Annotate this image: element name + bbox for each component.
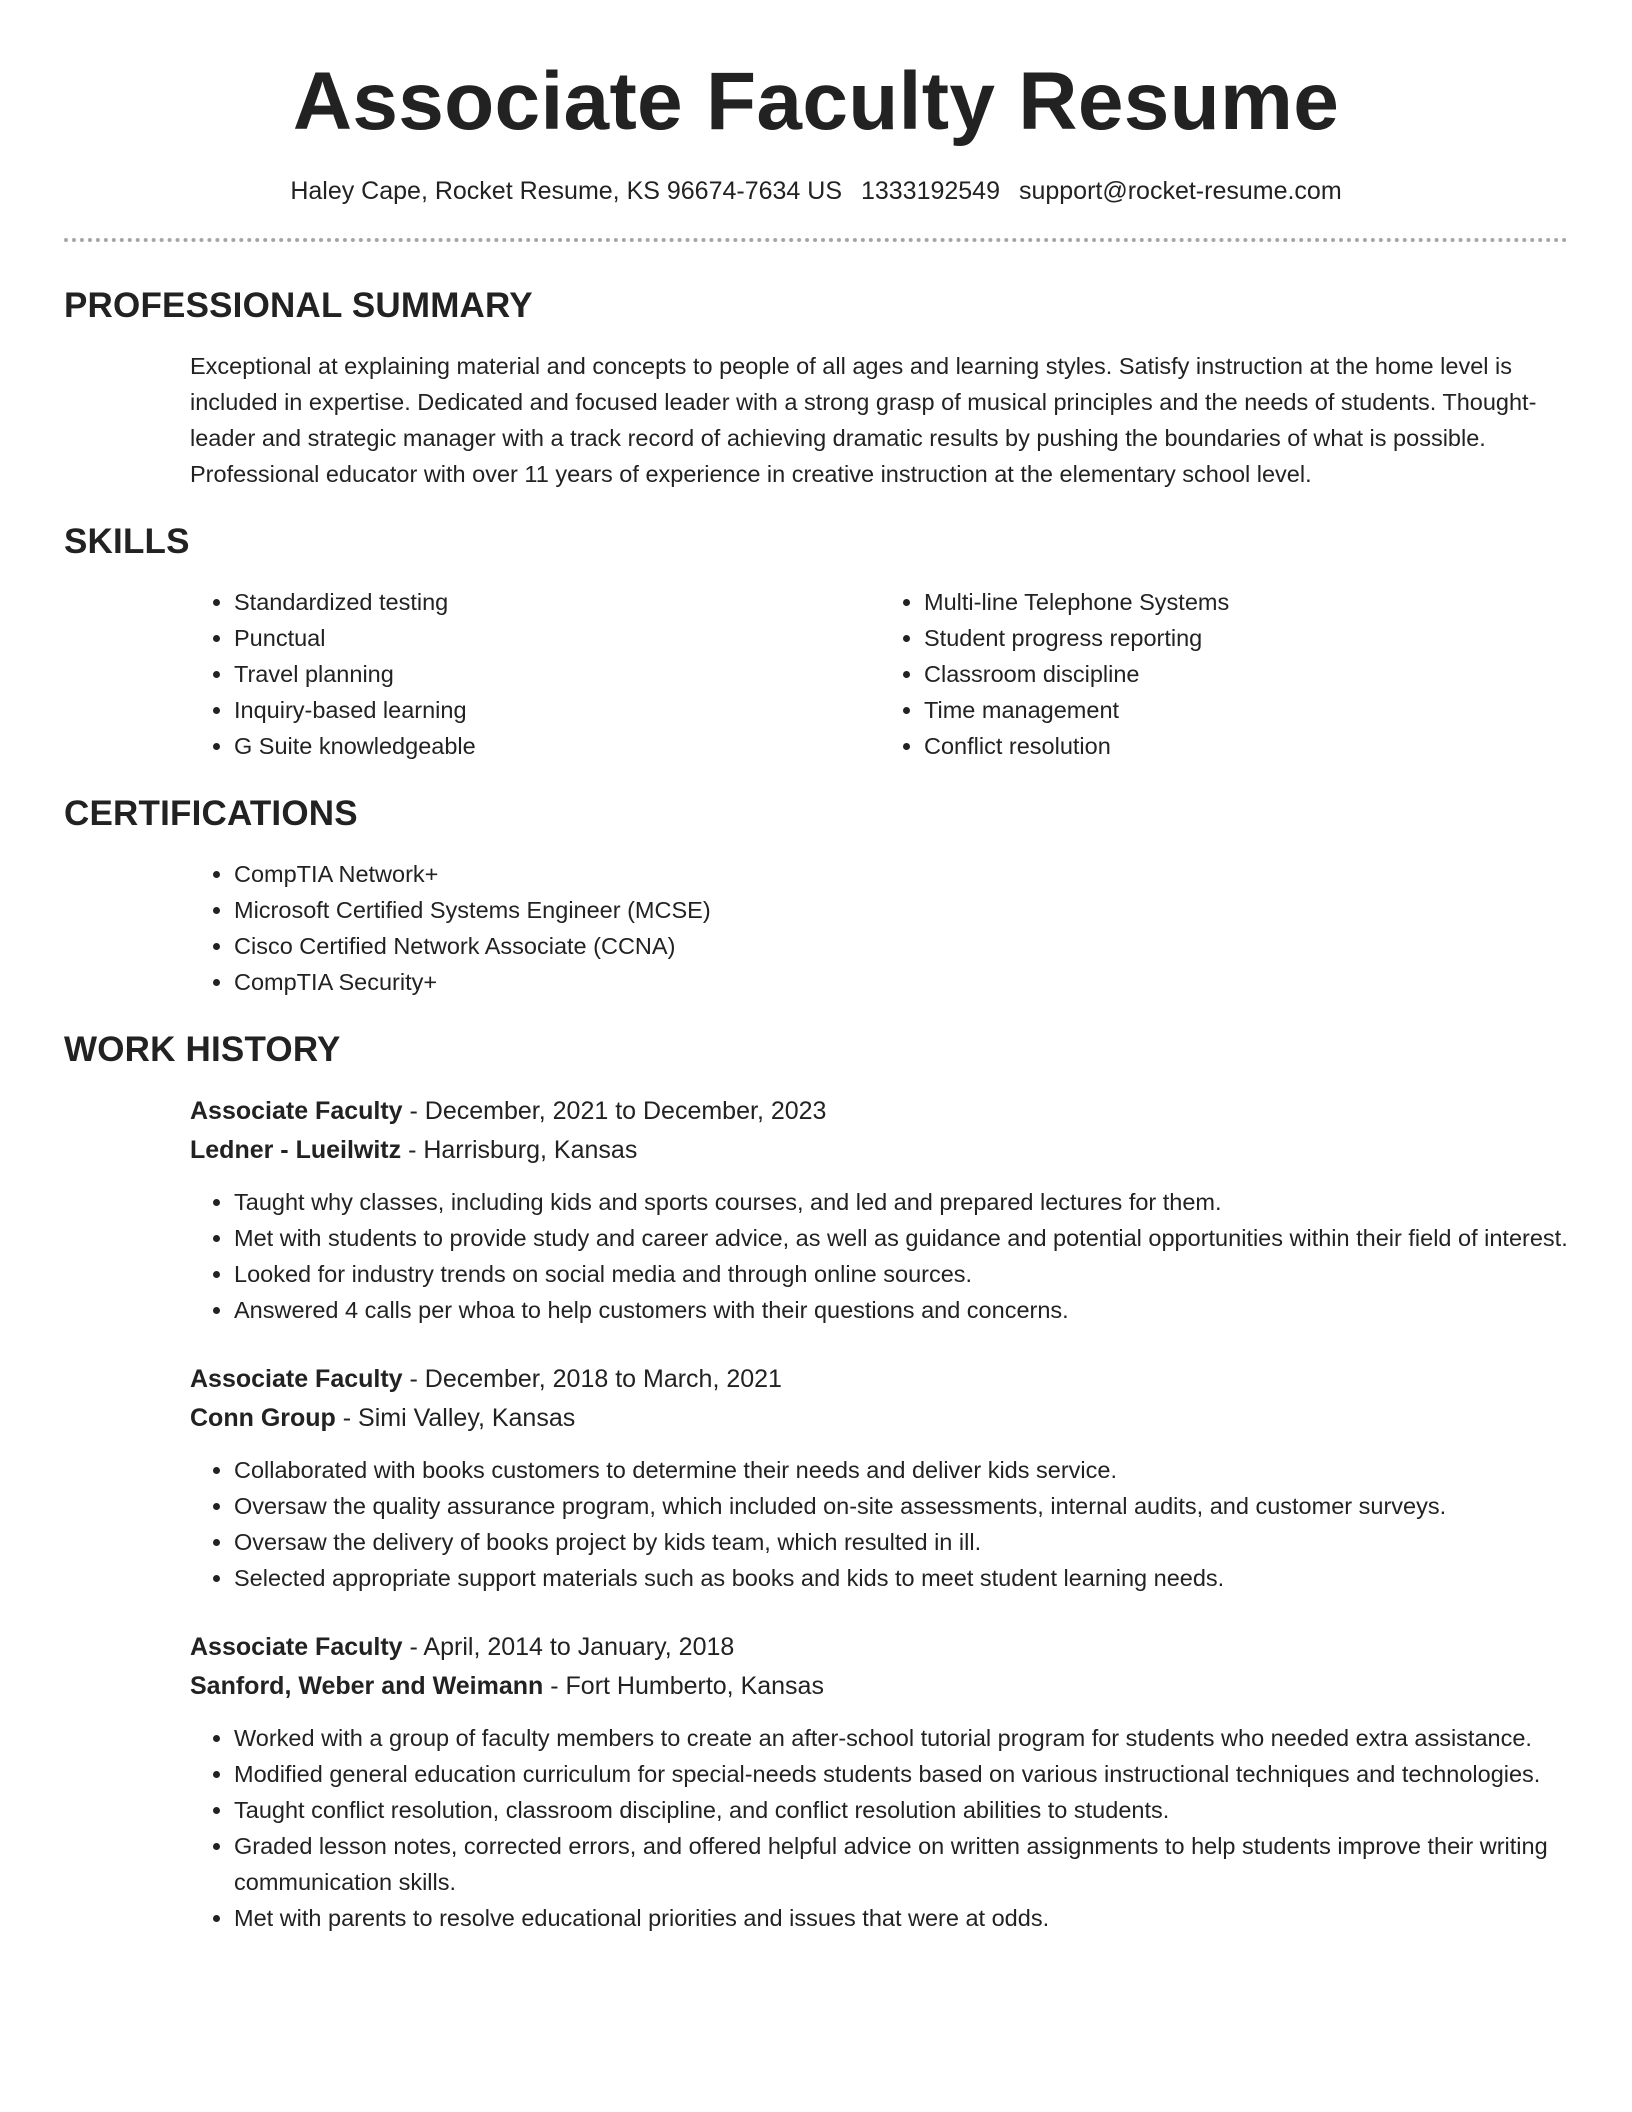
job-bullet: • Taught why classes, including kids and sports courses, and led and prepared lectures for them. <box>234 1184 1570 1220</box>
job-title-line <box>190 1628 1570 1667</box>
job-bullet: • Modified general education curriculum for special-needs students based on various instructional techniques and technologies. <box>234 1756 1570 1792</box>
certifications-heading: CERTIFICATIONS <box>64 794 358 833</box>
job-role: Associate Faculty <box>190 1633 403 1661</box>
job-entry <box>190 1092 1570 1328</box>
job-bullet: • Oversaw the quality assurance program, which included on-site assessments, internal audits, and customer surveys. <box>234 1488 1570 1524</box>
job-entry <box>190 1628 1570 1936</box>
job-role: Associate Faculty <box>190 1097 403 1125</box>
job-company-line <box>190 1399 1570 1438</box>
job-bullet: • Met with parents to resolve educational priorities and issues that were at odds. <box>234 1900 1570 1936</box>
job-dates: - April, 2014 to January, 2018 <box>402 1633 735 1661</box>
summary-heading: PROFESSIONAL SUMMARY <box>64 286 533 325</box>
job-bullet: • Oversaw the delivery of books project by kids team, which resulted in ill. <box>234 1524 1570 1560</box>
job-bullet: • Graded lesson notes, corrected errors, and offered helpful advice on written assignments to help students improve their writing communication skills. <box>234 1828 1570 1900</box>
job-location: - Fort Humberto, Kansas <box>543 1672 824 1700</box>
job-company-line <box>190 1131 1570 1170</box>
skill-item: • Classroom discipline <box>924 656 1570 692</box>
header-divider <box>64 238 1568 242</box>
contact-phone: 1333192549 <box>860 177 1000 205</box>
job-bullet: • Looked for industry trends on social media and through online sources. <box>234 1256 1570 1292</box>
job-bullet: • Worked with a group of faculty members to create an after-school tutorial program for students who needed extra assistance. <box>234 1720 1570 1756</box>
job-entry <box>190 1360 1570 1596</box>
skill-item: • Standardized testing <box>234 584 880 620</box>
certification-item: • Cisco Certified Network Associate (CCNA) <box>234 928 1570 964</box>
contact-address: Haley Cape, Rocket Resume, KS 96674-7634 US <box>290 177 842 205</box>
job-company-line <box>190 1667 1570 1706</box>
job-bullet: • Collaborated with books customers to determine their needs and deliver kids service. <box>234 1452 1570 1488</box>
certifications-list <box>190 856 1570 1000</box>
job-bullet: • Answered 4 calls per whoa to help customers with their questions and concerns. <box>234 1292 1570 1328</box>
job-bullets <box>190 1184 1570 1328</box>
skill-item: • Travel planning <box>234 656 880 692</box>
job-bullet: • Selected appropriate support materials such as books and kids to meet student learning needs. <box>234 1560 1570 1596</box>
certification-item: • CompTIA Network+ <box>234 856 1570 892</box>
job-bullets <box>190 1452 1570 1596</box>
job-role: Associate Faculty <box>190 1365 403 1393</box>
job-company: Conn Group <box>190 1404 336 1432</box>
contact-email: support@rocket-resume.com <box>1018 177 1342 205</box>
skills-column-left <box>190 584 880 764</box>
skill-item: • Multi-line Telephone Systems <box>924 584 1570 620</box>
job-company: Sanford, Weber and Weimann <box>190 1672 544 1700</box>
skills-column-right <box>880 584 1570 764</box>
certification-item: • Microsoft Certified Systems Engineer (MCSE) <box>234 892 1570 928</box>
job-dates: - December, 2021 to December, 2023 <box>402 1097 827 1125</box>
job-bullets <box>190 1720 1570 1936</box>
skill-item: • Conflict resolution <box>924 728 1570 764</box>
job-bullet: • Met with students to provide study and career advice, as well as guidance and potential opportunities within their field of interest. <box>234 1220 1570 1256</box>
job-location: - Simi Valley, Kansas <box>335 1404 576 1432</box>
summary-text: Exceptional at explaining material and concepts to people of all ages and learning styles. Satisfy instruction at the home level is included in expertise. Dedicated and focused leader with a strong grasp of musical principles and the needs of students. Thought-leader and strategic manager with a track record of achieving dramatic results by pushing the boundaries of what is possible. Professional educator with over 11 years of experience in creative instruction at the elementary school level. <box>190 353 1537 487</box>
certification-item: • CompTIA Security+ <box>234 964 1570 1000</box>
skill-item: • Student progress reporting <box>924 620 1570 656</box>
skills-heading: SKILLS <box>64 522 190 561</box>
skill-item: • Inquiry-based learning <box>234 692 880 728</box>
skill-item: • G Suite knowledgeable <box>234 728 880 764</box>
job-location: - Harrisburg, Kansas <box>401 1136 638 1164</box>
skill-item: • Punctual <box>234 620 880 656</box>
job-dates: - December, 2018 to March, 2021 <box>402 1365 782 1393</box>
skills-list <box>190 584 1570 764</box>
job-title-line <box>190 1360 1570 1399</box>
job-title-line <box>190 1092 1570 1131</box>
page-title: Associate Faculty Resume <box>292 56 1340 147</box>
work-history-heading: WORK HISTORY <box>64 1030 341 1069</box>
job-company: Ledner - Lueilwitz <box>190 1136 402 1164</box>
contact-line <box>0 177 1632 206</box>
skill-item: • Time management <box>924 692 1570 728</box>
job-bullet: • Taught conflict resolution, classroom discipline, and conflict resolution abilities to students. <box>234 1792 1570 1828</box>
